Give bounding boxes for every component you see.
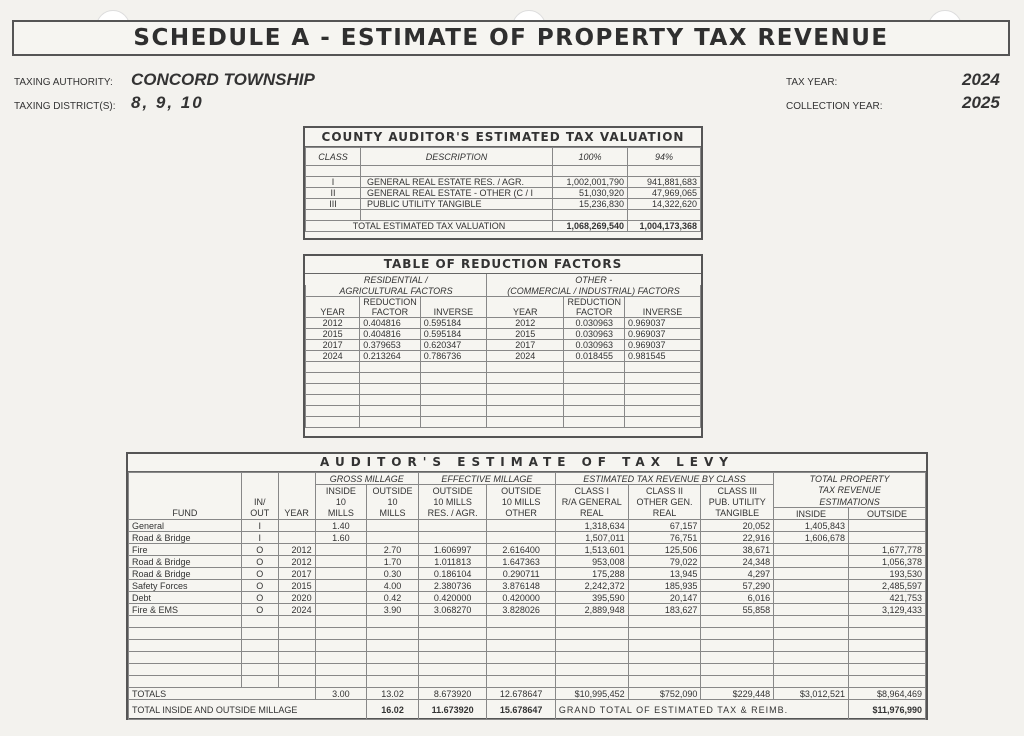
levy-cell-c2: 185,935 bbox=[628, 580, 701, 592]
levy-cell-out: 4.00 bbox=[367, 580, 419, 592]
levy-cell-fund: Fire & EMS bbox=[129, 604, 242, 616]
oth-year-cell: 2024 bbox=[487, 351, 564, 362]
levy-cell-year: 2012 bbox=[278, 556, 315, 568]
levy-cell-to: 1,056,378 bbox=[848, 556, 925, 568]
col-class1-1: CLASS I bbox=[555, 485, 628, 497]
levy-row bbox=[129, 568, 926, 580]
levy-cell-io: O bbox=[241, 604, 278, 616]
res-year-cell: 2024 bbox=[306, 351, 360, 362]
group-estimated-revenue: ESTIMATED TAX REVENUE BY CLASS bbox=[555, 473, 773, 485]
total-class1: $10,995,452 bbox=[555, 688, 628, 700]
col-class1-3: REAL bbox=[555, 508, 628, 520]
tax-year-label: TAX YEAR: bbox=[786, 77, 838, 88]
valuation-table bbox=[303, 126, 703, 240]
col-eff-oth-2: 10 MILLS bbox=[487, 496, 556, 508]
levy-cell-er bbox=[418, 532, 487, 544]
col-res-inverse: INVERSE bbox=[420, 297, 486, 318]
value-100-cell: 51,030,920 bbox=[553, 188, 628, 199]
levy-cell-io: O bbox=[241, 556, 278, 568]
class-cell: II bbox=[306, 188, 361, 199]
levy-row bbox=[129, 544, 926, 556]
levy-cell-year: 2012 bbox=[278, 544, 315, 556]
reduction-title: TABLE OF REDUCTION FACTORS bbox=[305, 256, 701, 274]
levy-cell-ti: 1,405,843 bbox=[774, 520, 849, 532]
res-head-2: AGRICULTURAL FACTORS bbox=[306, 285, 487, 297]
collection-year-label: COLLECTION YEAR: bbox=[786, 101, 883, 112]
col-class3-3: TANGIBLE bbox=[701, 508, 774, 520]
levy-cell-c1: 1,507,011 bbox=[555, 532, 628, 544]
desc-cell: GENERAL REAL ESTATE - OTHER (C / I bbox=[361, 188, 553, 199]
levy-cell-io: I bbox=[241, 520, 278, 532]
reduction-row bbox=[306, 329, 701, 340]
col-94pct: 94% bbox=[628, 148, 701, 166]
levy-cell-ti bbox=[774, 604, 849, 616]
levy-cell-in bbox=[315, 580, 367, 592]
col-eff-oth-3: OTHER bbox=[487, 508, 556, 520]
levy-cell-in: 1.40 bbox=[315, 520, 367, 532]
col-100pct: 100% bbox=[553, 148, 628, 166]
levy-cell-io: O bbox=[241, 568, 278, 580]
levy-empty-row bbox=[129, 652, 926, 664]
reduction-empty-row bbox=[306, 362, 701, 373]
levy-cell-fund: Road & Bridge bbox=[129, 556, 242, 568]
levy-cell-c1: 953,008 bbox=[555, 556, 628, 568]
levy-cell-c3: 57,290 bbox=[701, 580, 774, 592]
col-eff-res-2: 10 MILLS bbox=[418, 496, 487, 508]
levy-cell-year bbox=[278, 532, 315, 544]
res-inverse-cell: 0.620347 bbox=[420, 340, 486, 351]
group-total-1: TOTAL PROPERTY bbox=[774, 473, 926, 485]
total-inside-mills: 3.00 bbox=[315, 688, 367, 700]
reduction-row bbox=[306, 340, 701, 351]
levy-cell-to bbox=[848, 520, 925, 532]
levy-cell-c2: 67,157 bbox=[628, 520, 701, 532]
levy-cell-year bbox=[278, 520, 315, 532]
valuation-total-94: 1,004,173,368 bbox=[628, 221, 701, 232]
value-100-cell: 15,236,830 bbox=[553, 199, 628, 210]
total-outside: $8,964,469 bbox=[848, 688, 925, 700]
levy-cell-er: 2.380736 bbox=[418, 580, 487, 592]
levy-cell-year: 2017 bbox=[278, 568, 315, 580]
class-cell: III bbox=[306, 199, 361, 210]
levy-cell-to: 193,530 bbox=[848, 568, 925, 580]
res-inverse-cell: 0.595184 bbox=[420, 318, 486, 329]
col-res-reduction-1: REDUCTION bbox=[360, 297, 421, 308]
levy-cell-in bbox=[315, 604, 367, 616]
col-class2-2: OTHER GEN. bbox=[628, 496, 701, 508]
levy-cell-c3: 24,348 bbox=[701, 556, 774, 568]
levy-cell-io: I bbox=[241, 532, 278, 544]
totals-label: TOTALS bbox=[129, 688, 316, 700]
tax-year-value: 2024 bbox=[962, 70, 1000, 89]
levy-cell-io: O bbox=[241, 592, 278, 604]
value-94-cell: 14,322,620 bbox=[628, 199, 701, 210]
total-class3: $229,448 bbox=[701, 688, 774, 700]
levy-cell-to: 421,753 bbox=[848, 592, 925, 604]
res-factor-cell: 0.379653 bbox=[360, 340, 421, 351]
col-eff-res-1: OUTSIDE bbox=[418, 485, 487, 497]
total-eff-oth: 12.678647 bbox=[487, 688, 556, 700]
valuation-row bbox=[306, 177, 701, 188]
res-year-cell: 2015 bbox=[306, 329, 360, 340]
levy-cell-er: 1.606997 bbox=[418, 544, 487, 556]
group-total-2: TAX REVENUE bbox=[774, 485, 926, 497]
levy-cell-c1: 2,242,372 bbox=[555, 580, 628, 592]
levy-cell-c3: 22,916 bbox=[701, 532, 774, 544]
col-description: DESCRIPTION bbox=[361, 148, 553, 166]
levy-cell-ti bbox=[774, 544, 849, 556]
levy-cell-fund: General bbox=[129, 520, 242, 532]
levy-cell-year: 2020 bbox=[278, 592, 315, 604]
levy-cell-io: O bbox=[241, 544, 278, 556]
col-inside-1: INSIDE bbox=[315, 485, 367, 497]
col-inout-2: OUT bbox=[241, 508, 278, 520]
total-inside: $3,012,521 bbox=[774, 688, 849, 700]
valuation-row bbox=[306, 199, 701, 210]
levy-cell-c2: 125,506 bbox=[628, 544, 701, 556]
collection-year-value: 2025 bbox=[962, 93, 1000, 112]
levy-cell-ti bbox=[774, 568, 849, 580]
levy-row bbox=[129, 532, 926, 544]
levy-empty-row bbox=[129, 640, 926, 652]
oth-head-1: OTHER - bbox=[575, 274, 613, 285]
levy-cell-fund: Debt bbox=[129, 592, 242, 604]
col-inside-3: MILLS bbox=[315, 508, 367, 520]
levy-title: AUDITOR'S ESTIMATE OF TAX LEVY bbox=[128, 454, 926, 472]
oth-factor-cell: 0.030963 bbox=[564, 329, 625, 340]
res-factor-cell: 0.213264 bbox=[360, 351, 421, 362]
levy-cell-er: 3.068270 bbox=[418, 604, 487, 616]
levy-empty-row bbox=[129, 628, 926, 640]
reduction-row bbox=[306, 351, 701, 362]
levy-cell-c3: 38,671 bbox=[701, 544, 774, 556]
levy-cell-eo bbox=[487, 520, 556, 532]
oth-factor-cell: 0.030963 bbox=[564, 318, 625, 329]
levy-cell-c2: 76,751 bbox=[628, 532, 701, 544]
grand-total-label: GRAND TOTAL OF ESTIMATED TAX & REIMB. bbox=[555, 700, 848, 720]
res-inverse-cell: 0.595184 bbox=[420, 329, 486, 340]
levy-row bbox=[129, 556, 926, 568]
col-outside-2: 10 bbox=[367, 496, 419, 508]
levy-cell-c1: 2,889,948 bbox=[555, 604, 628, 616]
group-effective-millage: EFFECTIVE MILLAGE bbox=[418, 473, 555, 485]
col-oth-inverse: INVERSE bbox=[624, 297, 700, 318]
reduction-empty-row bbox=[306, 417, 701, 428]
levy-grand-row bbox=[129, 700, 926, 720]
taxing-authority-label: TAXING AUTHORITY: bbox=[14, 77, 113, 88]
reduction-empty-row bbox=[306, 384, 701, 395]
tax-levy-table bbox=[126, 452, 928, 720]
col-class3-1: CLASS III bbox=[701, 485, 774, 497]
col-class1-2: R/A GENERAL bbox=[555, 496, 628, 508]
levy-cell-eo: 1.647363 bbox=[487, 556, 556, 568]
total-outside-mills: 13.02 bbox=[367, 688, 419, 700]
levy-cell-c1: 395,590 bbox=[555, 592, 628, 604]
reduction-row bbox=[306, 318, 701, 329]
reduction-empty-row bbox=[306, 406, 701, 417]
levy-cell-ti bbox=[774, 592, 849, 604]
levy-cell-c2: 20,147 bbox=[628, 592, 701, 604]
levy-totals-row bbox=[129, 688, 926, 700]
levy-empty-row bbox=[129, 664, 926, 676]
oth-inverse-cell: 0.969037 bbox=[624, 329, 700, 340]
oth-year-cell: 2012 bbox=[487, 318, 564, 329]
levy-cell-out: 2.70 bbox=[367, 544, 419, 556]
levy-cell-fund: Safety Forces bbox=[129, 580, 242, 592]
col-total-outside: OUTSIDE bbox=[848, 508, 925, 520]
levy-cell-out bbox=[367, 532, 419, 544]
schedule-title-box bbox=[12, 20, 1010, 56]
levy-cell-c1: 1,318,634 bbox=[555, 520, 628, 532]
col-eff-oth-1: OUTSIDE bbox=[487, 485, 556, 497]
col-res-year: YEAR bbox=[306, 297, 360, 318]
res-year-cell: 2012 bbox=[306, 318, 360, 329]
levy-cell-out: 1.70 bbox=[367, 556, 419, 568]
levy-cell-eo: 2.616400 bbox=[487, 544, 556, 556]
levy-cell-er: 0.186104 bbox=[418, 568, 487, 580]
io-total-label: TOTAL INSIDE AND OUTSIDE MILLAGE bbox=[129, 700, 367, 720]
levy-cell-c1: 175,288 bbox=[555, 568, 628, 580]
levy-cell-eo bbox=[487, 532, 556, 544]
levy-cell-io: O bbox=[241, 580, 278, 592]
valuation-row bbox=[306, 188, 701, 199]
value-100-cell: 1,002,001,790 bbox=[553, 177, 628, 188]
valuation-total-label: TOTAL ESTIMATED TAX VALUATION bbox=[306, 221, 553, 232]
levy-cell-eo: 0.290711 bbox=[487, 568, 556, 580]
levy-cell-to: 1,677,778 bbox=[848, 544, 925, 556]
levy-cell-in bbox=[315, 544, 367, 556]
levy-cell-c3: 55,858 bbox=[701, 604, 774, 616]
levy-cell-fund: Fire bbox=[129, 544, 242, 556]
total-eff-res: 8.673920 bbox=[418, 688, 487, 700]
levy-cell-eo: 3.876148 bbox=[487, 580, 556, 592]
levy-cell-out: 0.30 bbox=[367, 568, 419, 580]
oth-factor-cell: 0.030963 bbox=[564, 340, 625, 351]
levy-cell-year: 2015 bbox=[278, 580, 315, 592]
levy-cell-ti bbox=[774, 580, 849, 592]
oth-year-cell: 2015 bbox=[487, 329, 564, 340]
levy-cell-ti bbox=[774, 556, 849, 568]
col-inside-2: 10 bbox=[315, 496, 367, 508]
valuation-title: COUNTY AUDITOR'S ESTIMATED TAX VALUATION bbox=[305, 128, 701, 147]
levy-cell-c3: 6,016 bbox=[701, 592, 774, 604]
res-inverse-cell: 0.786736 bbox=[420, 351, 486, 362]
res-year-cell: 2017 bbox=[306, 340, 360, 351]
value-94-cell: 47,969,065 bbox=[628, 188, 701, 199]
col-outside-1: OUTSIDE bbox=[367, 485, 419, 497]
levy-cell-to: 2,485,597 bbox=[848, 580, 925, 592]
valuation-total-row bbox=[306, 221, 701, 232]
col-year: YEAR bbox=[278, 508, 315, 520]
levy-cell-c2: 13,945 bbox=[628, 568, 701, 580]
valuation-total-100: 1,068,269,540 bbox=[553, 221, 628, 232]
oth-factor-cell: 0.018455 bbox=[564, 351, 625, 362]
res-factor-cell: 0.404816 bbox=[360, 329, 421, 340]
levy-cell-c2: 183,627 bbox=[628, 604, 701, 616]
levy-cell-out: 0.42 bbox=[367, 592, 419, 604]
levy-row bbox=[129, 604, 926, 616]
oth-inverse-cell: 0.969037 bbox=[624, 340, 700, 351]
io-eff-oth: 15.678647 bbox=[487, 700, 556, 720]
value-94-cell: 941,881,683 bbox=[628, 177, 701, 188]
levy-cell-eo: 3.828026 bbox=[487, 604, 556, 616]
group-gross-millage: GROSS MILLAGE bbox=[315, 473, 418, 485]
col-res-reduction-2: FACTOR bbox=[360, 307, 421, 318]
levy-empty-row bbox=[129, 676, 926, 688]
levy-cell-c1: 1,513,601 bbox=[555, 544, 628, 556]
col-oth-reduction-2: FACTOR bbox=[564, 307, 625, 318]
io-eff-res: 11.673920 bbox=[418, 700, 487, 720]
levy-cell-in: 1.60 bbox=[315, 532, 367, 544]
reduction-empty-row bbox=[306, 373, 701, 384]
reduction-factors-table bbox=[303, 254, 703, 438]
col-oth-year: YEAR bbox=[487, 297, 564, 318]
levy-cell-out: 3.90 bbox=[367, 604, 419, 616]
desc-cell: GENERAL REAL ESTATE RES. / AGR. bbox=[361, 177, 553, 188]
grand-total-value: $11,976,990 bbox=[848, 700, 925, 720]
total-class2: $752,090 bbox=[628, 688, 701, 700]
levy-cell-to bbox=[848, 532, 925, 544]
levy-cell-er: 0.420000 bbox=[418, 592, 487, 604]
taxing-districts-label: TAXING DISTRICT(S): bbox=[14, 101, 116, 112]
levy-cell-eo: 0.420000 bbox=[487, 592, 556, 604]
levy-cell-c3: 20,052 bbox=[701, 520, 774, 532]
levy-cell-c2: 79,022 bbox=[628, 556, 701, 568]
col-class: CLASS bbox=[306, 148, 361, 166]
reduction-empty-row bbox=[306, 395, 701, 406]
levy-cell-fund: Road & Bridge bbox=[129, 532, 242, 544]
levy-row bbox=[129, 520, 926, 532]
col-fund: FUND bbox=[129, 508, 242, 520]
class-cell: I bbox=[306, 177, 361, 188]
taxing-districts-value: 8, 9, 10 bbox=[131, 93, 204, 112]
levy-cell-out bbox=[367, 520, 419, 532]
io-total-value: 16.02 bbox=[367, 700, 419, 720]
levy-cell-to: 3,129,433 bbox=[848, 604, 925, 616]
levy-cell-er bbox=[418, 520, 487, 532]
levy-row bbox=[129, 592, 926, 604]
col-eff-res-3: RES. / AGR. bbox=[418, 508, 487, 520]
col-class3-2: PUB. UTILITY bbox=[701, 496, 774, 508]
col-class2-3: REAL bbox=[628, 508, 701, 520]
res-factor-cell: 0.404816 bbox=[360, 318, 421, 329]
oth-inverse-cell: 0.969037 bbox=[624, 318, 700, 329]
oth-head-2: (COMMERCIAL / INDUSTRIAL) FACTORS bbox=[487, 285, 701, 297]
levy-cell-ti: 1,606,678 bbox=[774, 532, 849, 544]
col-class2-1: CLASS II bbox=[628, 485, 701, 497]
oth-year-cell: 2017 bbox=[487, 340, 564, 351]
col-outside-3: MILLS bbox=[367, 508, 419, 520]
levy-cell-c3: 4,297 bbox=[701, 568, 774, 580]
levy-cell-fund: Road & Bridge bbox=[129, 568, 242, 580]
col-oth-reduction-1: REDUCTION bbox=[564, 297, 625, 308]
res-head-1: RESIDENTIAL / bbox=[306, 274, 487, 285]
levy-cell-in bbox=[315, 568, 367, 580]
taxing-authority-value: CONCORD TOWNSHIP bbox=[131, 70, 315, 89]
levy-row bbox=[129, 580, 926, 592]
col-total-inside: INSIDE bbox=[774, 508, 849, 520]
oth-inverse-cell: 0.981545 bbox=[624, 351, 700, 362]
levy-cell-year: 2024 bbox=[278, 604, 315, 616]
desc-cell: PUBLIC UTILITY TANGIBLE bbox=[361, 199, 553, 210]
levy-cell-in bbox=[315, 592, 367, 604]
levy-empty-row bbox=[129, 616, 926, 628]
schedule-title: SCHEDULE A - ESTIMATE OF PROPERTY TAX REVENUE bbox=[133, 25, 889, 51]
col-inout-1: IN/ bbox=[241, 496, 278, 508]
group-total-3: ESTIMATIONS bbox=[774, 496, 926, 508]
levy-cell-in bbox=[315, 556, 367, 568]
levy-cell-er: 1.011813 bbox=[418, 556, 487, 568]
